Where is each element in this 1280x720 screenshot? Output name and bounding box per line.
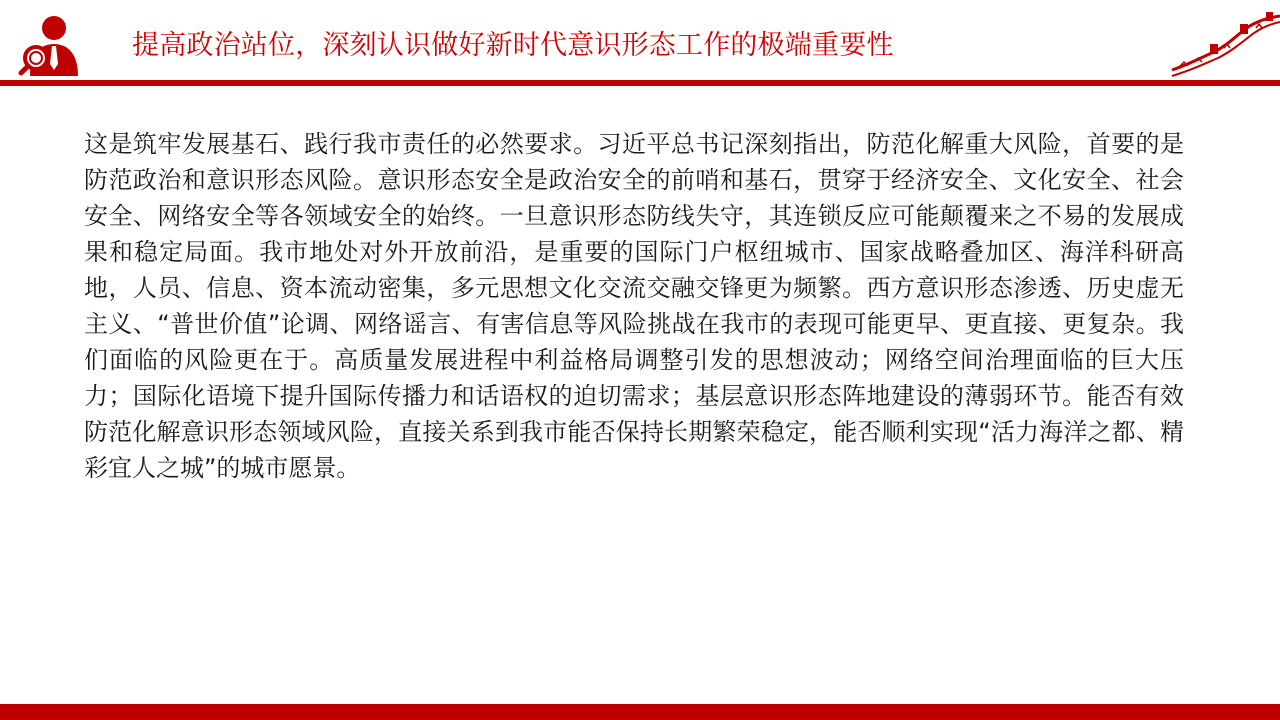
header-divider (0, 80, 1280, 86)
person-with-magnifier-icon (18, 12, 86, 76)
body-paragraph: 这是筑牢发展基石、践行我市责任的必然要求。习近平总书记深刻指出，防范化解重大风险，首要的是防范政治和意识形态风险。意识形态安全是政治安全的前哨和基石，贯穿于经济安全、文化安全、社会安全、网络安全等各领域安全的始终。一旦意识形态防线失守，其连锁反应可能颠覆来之不易的发展成果和稳定局面。我市地处对外开放前沿，是重要的国际门户枢纽城市、国家战略叠加区、海洋科研高地，人员、信息、资本流动密集，多元思想文化交流交融交锋更为频繁。西方意识形态渗透、历史虚无主义、“普世价值”论调、网络谣言、有害信息等风险挑战在我市的表现可能更早、更直接、更复杂。我们面临的风险更在于。高质量发展进程中利益格局调整引发的思想波动；网络空间治理面临的巨大压力；国际化语境下提升国际传播力和话语权的迫切需求；基层意识形态阵地建设的薄弱环节。能否有效防范化解意识形态领域风险，直接关系到我市能否保持长期繁荣稳定，能否顺利实现“活力海洋之都、精彩宜人之城”的城市愿景。 (84, 130, 1184, 482)
slide-header (0, 0, 1280, 86)
footer-bar (0, 704, 1280, 720)
slide-title: 提高政治站位，深刻认识做好新时代意识形态工作的极端重要性 (132, 30, 894, 61)
great-wall-icon (1170, 8, 1280, 78)
